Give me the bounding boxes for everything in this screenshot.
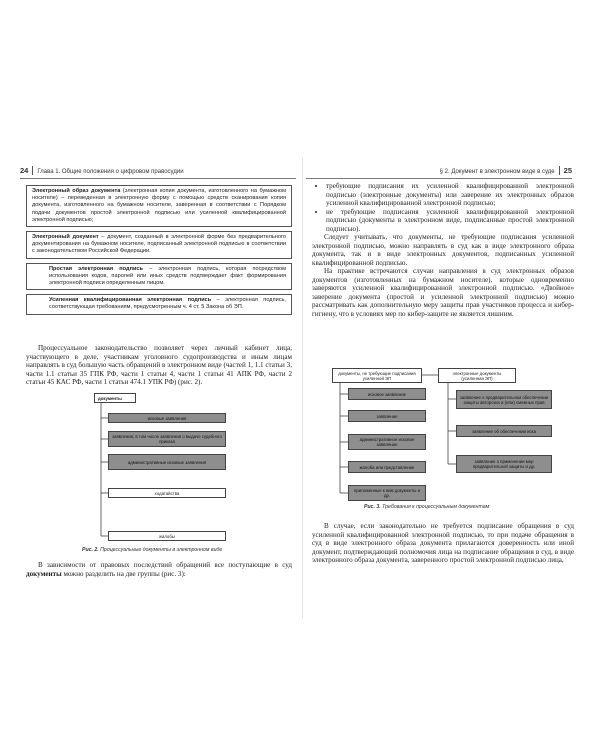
right-text-block: [312, 182, 574, 318]
definition-term: Усиленная квалифицированная электронная подпись: [49, 297, 212, 304]
definition-box: [26, 263, 292, 291]
left-paragraph-2: [26, 561, 292, 578]
right-page: [306, 158, 580, 618]
requirements-list: [312, 182, 574, 233]
paragraph-text: [26, 561, 292, 578]
caption-label: Рис. 2.: [82, 547, 99, 553]
diagram-item-box: административные исковые заявления: [108, 454, 226, 470]
text-run: В зависимости от правовых последствий обращений все поступающие в суд: [38, 561, 292, 569]
bold-term: документы: [26, 569, 62, 578]
diagram-item-box: исковые заявления: [108, 413, 226, 423]
diagram-right-item-box: заявление об обеспечении иска: [456, 425, 552, 437]
diagram-left-item-box: административное исковое заявление: [348, 434, 426, 450]
definitions-block: [26, 185, 292, 319]
right-section-title: § 2. Документ в электронном виде в суде: [439, 169, 555, 175]
right-running-header: [306, 166, 572, 179]
definition-term: Электронный документ: [32, 234, 99, 241]
figure-3-diagram: [326, 366, 566, 501]
paragraph-text: Следует учитывать, что документы, не требующие подписания усиленной электронной подписью, можно направлять в суд как в виде электронного образа документа, так и в виде электронных документов, подписанных усиленной квалифицированной подписью.: [312, 233, 574, 267]
diagram-item-box: жалобы: [108, 531, 226, 541]
page-gutter: [302, 158, 303, 618]
figure-2-caption: [82, 547, 222, 553]
right-page-number: 25: [563, 166, 572, 175]
left-page: [14, 158, 296, 618]
definition-text: – электронная подпись, которая посредством использования кодов, паролей или иных средств подтверждает факт формирования электронной подписи определенным лицом.: [49, 265, 286, 287]
diagram-left-root-box: документы, не требующие подписания усиленной ЭП: [332, 368, 422, 383]
left-chapter-title: Глава 1. Общие положения о цифровом правосудии: [37, 169, 184, 175]
definition-text: (электронная копия документа, изготовленного на бумажном носителе) – переведенная в электронную форму с помощью средств сканирования копия документа, изготовленного на бумажном носителе, заверенная в соответствии с Порядком подачи документов простой электронной подписью или усиленной квалифицированной электронной подписью;: [32, 188, 286, 223]
caption-text: Процессуальные документы в электронном виде: [98, 547, 223, 553]
definition-box: [26, 185, 292, 227]
caption-text: Требования к процессуальным документам: [380, 504, 490, 510]
diagram-left-item-box: заявление: [348, 410, 426, 422]
definition-text: – документ, созданный в электронной форме без предварительного документирования на бумажном носителе, подписанный электронной подписью в соответствии с законодательством Российской Федерации.: [32, 234, 286, 255]
text-run: можно разделить на две группы (рис. 3):: [61, 569, 186, 578]
definition-term: Простая электронная подпись: [49, 265, 143, 272]
paragraph-text: В случае, если законодательно не требуется подписание обращения в суд усиленной квалифицированной электронной подписью, то при подаче обращения в суд в виде электронного образа документа прилагаются доверенность или иной документ, подтверждающий полномочия лица на подписание обращения в суд, в виде электронного образа документа, заверенного простой электронной подписью лица,: [312, 522, 574, 564]
diagram-right-item-box: заявление о предварительном обеспечении защиты авторских и (или) смежных прав: [456, 390, 552, 409]
diagram-right-item-box: заявление о применении мер предварительной защиты и др.: [456, 455, 552, 473]
definition-box: [26, 231, 292, 259]
figure-3-caption: [364, 504, 489, 510]
list-item: • требующие подписания их усиленной квалифицированной электронной подписью (электронные документы) или заверение их электронных образов усиленной квалифицированной электронной подписью;: [326, 182, 574, 208]
definition-box: [26, 294, 292, 314]
definition-term: Электронный образ документа: [32, 188, 121, 194]
diagram-left-item-box: жалоба или представление: [348, 461, 426, 473]
left-running-header: [20, 166, 296, 179]
definition-text: – электронная подпись, соответствующая требованиям, предусмотренным ч. 4 ст. 5 Закона об ЭП.: [49, 297, 286, 311]
left-paragraph-1: [26, 344, 292, 387]
diagram-root-box: документы: [94, 393, 136, 403]
right-paragraph-3: [312, 522, 574, 565]
diagram-item-box: ходатайства: [108, 488, 226, 498]
list-item: • не требующие подписания усиленной квалифицированной электронной подписью (документы в электронном виде, подписанные простой электронной подписью).: [326, 208, 574, 234]
paragraph-text: На практике встречаются случаи направления в суд электронных образов документов (изготовленных на бумажном носителе), которые одновременно заверяются усиленной квалифицированной электронной подписью. «Двойное» заверение документа (простой и усиленной электронной подписью) можно рассматривать как дополнительную меру защиты прав участников процесса и кибер-гигиену, что в условиях мер по кибер-защите не является лишним.: [312, 267, 574, 318]
diagram-item-box: заявления, в том числе заявления о выдаче судебного приказа: [108, 431, 226, 447]
paragraph-text: Процессуальное законодательство позволяет через личный кабинет лица, участвующего в деле, участникам уголовного судопроизводства и иным лицам направлять в суд большую часть обращений в электронном виде (частей 1, 1.1 статьи 3, части 1.1 статьи 35 ГПК РФ, части 1 статьи 4, части 1 статьи 41 АПК РФ, части 2 статьи 45 КАС РФ, части 1 статьи 474.1 УПК РФ) (рис. 2).: [26, 344, 292, 386]
diagram-left-item-box: исковое заявление: [348, 388, 426, 400]
book-spread: [14, 158, 580, 618]
diagram-left-item-box: приложенные к ним документы и др.: [348, 485, 426, 501]
diagram-right-root-box: электронные документы (усиленная ЭП): [438, 368, 516, 383]
figure-2-diagram: [90, 391, 230, 543]
left-page-number: 24: [20, 166, 29, 175]
caption-label: Рис. 3.: [364, 504, 381, 510]
